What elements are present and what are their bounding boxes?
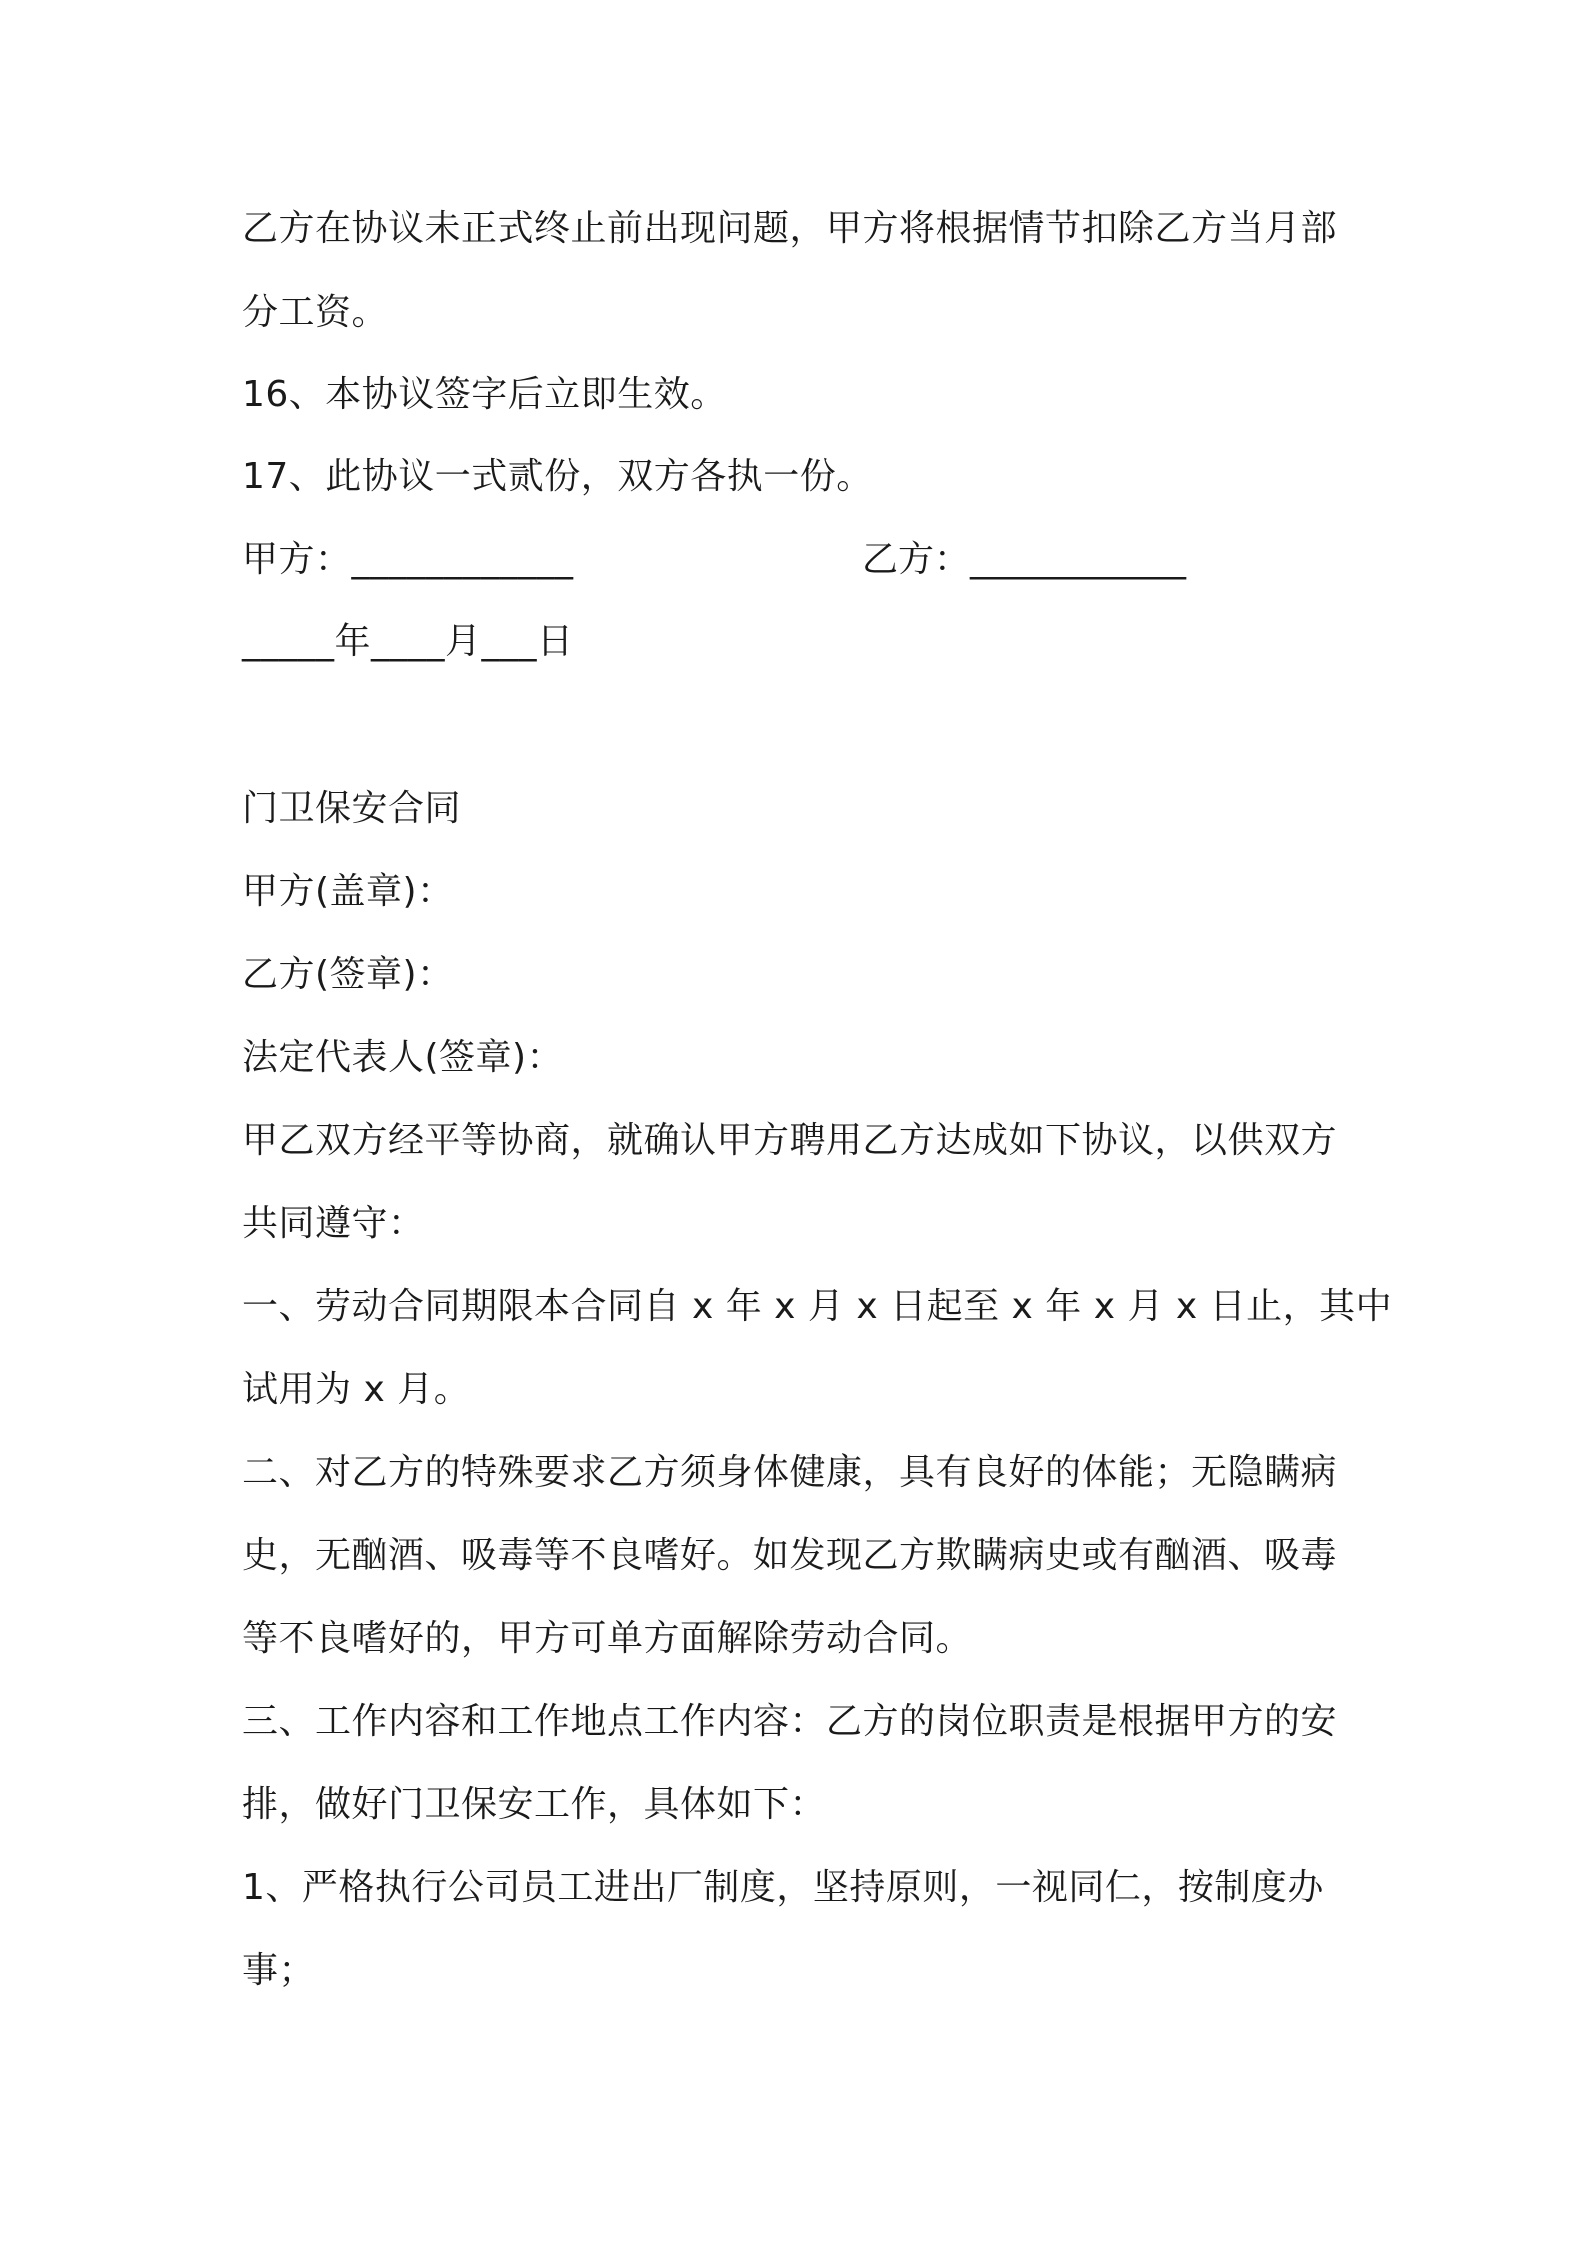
- section-3-line-2: 排，做好门卫保安工作，具体如下：: [242, 1784, 827, 1825]
- clause-16: 16、本协议签字后立即生效。: [242, 374, 727, 415]
- signature-date: _____年____月___日: [242, 621, 574, 662]
- party-b-sign: 乙方(签章)：: [242, 954, 454, 995]
- item-1-line-1: 1、严格执行公司员工进出厂制度，坚持原则，一视同仁，按制度办: [242, 1867, 1324, 1908]
- signature-party-a: 甲方：____________: [242, 539, 574, 580]
- legal-representative: 法定代表人(签章)：: [242, 1037, 564, 1078]
- item-1-line-2: 事；: [242, 1950, 316, 1991]
- continuation-line-2: 分工资。: [242, 292, 389, 333]
- party-a-seal: 甲方(盖章)：: [242, 871, 454, 912]
- continuation-line-1: 乙方在协议未正式终止前出现问题，甲方将根据情节扣除乙方当月部: [242, 208, 1338, 249]
- contract-title: 门卫保安合同: [242, 788, 462, 829]
- clause-17: 17、此协议一式贰份，双方各执一份。: [242, 456, 873, 497]
- section-2-line-1: 二、对乙方的特殊要求乙方须身体健康，具有良好的体能；无隐瞒病: [242, 1452, 1338, 1493]
- section-3-line-1: 三、工作内容和工作地点工作内容：乙方的岗位职责是根据甲方的安: [242, 1701, 1338, 1742]
- section-2-line-3: 等不良嗜好的，甲方可单方面解除劳动合同。: [242, 1618, 973, 1659]
- section-1-line-2: 试用为 x 月。: [242, 1369, 471, 1410]
- signature-party-b: 乙方：____________: [862, 539, 1187, 580]
- section-2-line-2: 史，无酗酒、吸毒等不良嗜好。如发现乙方欺瞒病史或有酗酒、吸毒: [242, 1535, 1338, 1576]
- intro-line-1: 甲乙双方经平等协商，就确认甲方聘用乙方达成如下协议，以供双方: [242, 1120, 1338, 1161]
- intro-line-2: 共同遵守：: [242, 1203, 425, 1244]
- section-1-line-1: 一、劳动合同期限本合同自 x 年 x 月 x 日起至 x 年 x 月 x 日止，其中: [242, 1286, 1393, 1327]
